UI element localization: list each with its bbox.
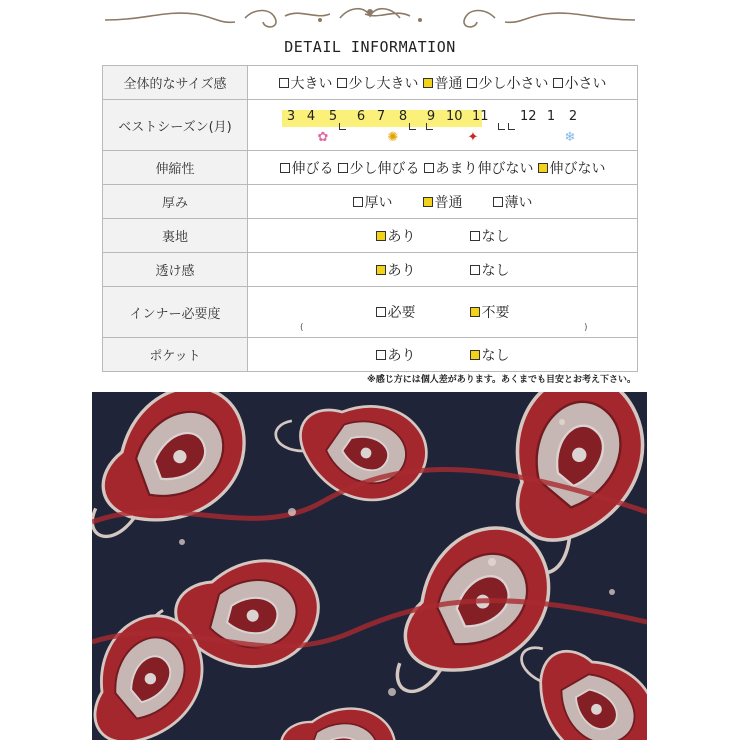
option-1 xyxy=(470,260,510,280)
option-label: 普通 xyxy=(434,75,463,92)
checkbox-empty-icon xyxy=(553,78,563,88)
option-label: なし xyxy=(481,262,510,279)
month-label: 5 xyxy=(328,109,338,124)
option-label: 大きい xyxy=(290,75,333,92)
option-label: あり xyxy=(387,347,416,364)
month-label: 2 xyxy=(568,109,578,124)
checkbox-empty-icon xyxy=(353,197,363,207)
note-paren-close: ) xyxy=(584,323,588,333)
option-label: 不要 xyxy=(481,305,510,321)
row-label: 全体的なサイズ感 xyxy=(103,66,248,100)
checkbox-empty-icon xyxy=(280,163,290,173)
row-label: 透け感 xyxy=(103,253,248,287)
row-value xyxy=(248,219,638,253)
option-label: 薄い xyxy=(504,194,533,211)
option-0 xyxy=(376,302,416,322)
month-label: 1 xyxy=(546,109,556,124)
option-label: 必要 xyxy=(387,305,416,321)
option-0 xyxy=(279,73,333,93)
month-divider xyxy=(508,123,515,130)
option-0 xyxy=(376,226,416,246)
option-label: あまり伸びない xyxy=(435,160,534,177)
option-2 xyxy=(493,192,533,212)
option-1 xyxy=(470,226,510,246)
option-label: 普通 xyxy=(434,194,463,211)
row-value xyxy=(248,338,638,372)
month-divider xyxy=(426,123,433,130)
sunflower-icon: ✺ xyxy=(387,130,399,145)
month-label: 8 xyxy=(398,109,408,124)
option-4 xyxy=(553,73,607,93)
option-1 xyxy=(470,345,510,365)
month-label: 7 xyxy=(376,109,386,124)
detail-table xyxy=(102,65,638,372)
maple-leaf-icon: ✦ xyxy=(467,130,479,145)
checkbox-checked-icon xyxy=(423,197,433,207)
row-label: ポケット xyxy=(103,338,248,372)
option-label: 少し大きい xyxy=(348,75,419,92)
note-paren-open: ( xyxy=(300,323,304,333)
option-label: あり xyxy=(387,228,416,245)
checkbox-empty-icon xyxy=(279,78,289,88)
row-label: 伸縮性 xyxy=(103,151,248,185)
option-label: あり xyxy=(387,262,416,279)
row-label: インナー必要度 xyxy=(103,287,248,338)
checkbox-empty-icon xyxy=(493,197,503,207)
season-cell xyxy=(248,100,638,151)
option-2 xyxy=(423,73,463,93)
option-1 xyxy=(423,192,463,212)
month-divider xyxy=(498,123,505,130)
checkbox-empty-icon xyxy=(424,163,434,173)
checkbox-checked-icon xyxy=(423,78,433,88)
row-label: 厚み xyxy=(103,185,248,219)
option-0 xyxy=(353,192,393,212)
checkbox-empty-icon xyxy=(467,78,477,88)
option-2 xyxy=(424,158,534,178)
option-1 xyxy=(470,302,510,322)
option-label: なし xyxy=(481,347,510,364)
option-label: 少し伸びる xyxy=(349,160,420,177)
option-1 xyxy=(338,158,420,178)
row-value xyxy=(248,287,638,338)
month-divider xyxy=(339,123,346,130)
option-label: 厚い xyxy=(364,194,393,211)
option-label: なし xyxy=(481,228,510,245)
option-label: 伸びない xyxy=(549,160,606,177)
decorative-ornament xyxy=(105,4,635,30)
disclaimer-note: ※感じ方には個人差があります。あくまでも目安とお考え下さい。 xyxy=(366,375,636,385)
month-label: 11 xyxy=(472,109,489,124)
table-row xyxy=(103,151,638,185)
month-label: 6 xyxy=(356,109,366,124)
table-row xyxy=(103,66,638,100)
checkbox-empty-icon xyxy=(337,78,347,88)
option-3 xyxy=(538,158,606,178)
row-value xyxy=(248,253,638,287)
row-label: ベストシーズン(月) xyxy=(103,100,248,151)
option-label: 少し小さい xyxy=(478,75,549,92)
checkbox-empty-icon xyxy=(376,350,386,360)
row-value xyxy=(248,185,638,219)
checkbox-empty-icon xyxy=(470,265,480,275)
option-1 xyxy=(337,73,419,93)
fabric-pattern-image xyxy=(92,392,647,740)
checkbox-empty-icon xyxy=(376,307,386,317)
page-title: DETAIL INFORMATION xyxy=(284,38,456,56)
row-label: 裏地 xyxy=(103,219,248,253)
month-label: 3 xyxy=(286,109,296,124)
checkbox-empty-icon xyxy=(470,231,480,241)
option-0 xyxy=(376,260,416,280)
month-label: 10 xyxy=(446,109,463,124)
table-row xyxy=(103,287,638,338)
row-value xyxy=(248,66,638,100)
checkbox-checked-icon xyxy=(376,231,386,241)
option-0 xyxy=(280,158,334,178)
table-row xyxy=(103,253,638,287)
option-0 xyxy=(376,345,416,365)
checkbox-checked-icon xyxy=(538,163,548,173)
row-value xyxy=(248,151,638,185)
checkbox-checked-icon xyxy=(470,350,480,360)
month-divider xyxy=(409,123,416,130)
checkbox-checked-icon xyxy=(376,265,386,275)
option-3 xyxy=(467,73,549,93)
month-label: 12 xyxy=(520,109,537,124)
table-row xyxy=(103,100,638,151)
table-row xyxy=(103,338,638,372)
option-label: 小さい xyxy=(564,75,607,92)
month-label: 4 xyxy=(306,109,316,124)
checkbox-empty-icon xyxy=(338,163,348,173)
month-label: 9 xyxy=(426,109,436,124)
table-row xyxy=(103,219,638,253)
cherry-blossom-icon: ✿ xyxy=(317,130,329,145)
option-label: 伸びる xyxy=(291,160,334,177)
paisley-pattern xyxy=(92,392,647,740)
snowflake-icon: ❄ xyxy=(564,130,576,145)
table-row xyxy=(103,185,638,219)
checkbox-checked-icon xyxy=(470,307,480,317)
